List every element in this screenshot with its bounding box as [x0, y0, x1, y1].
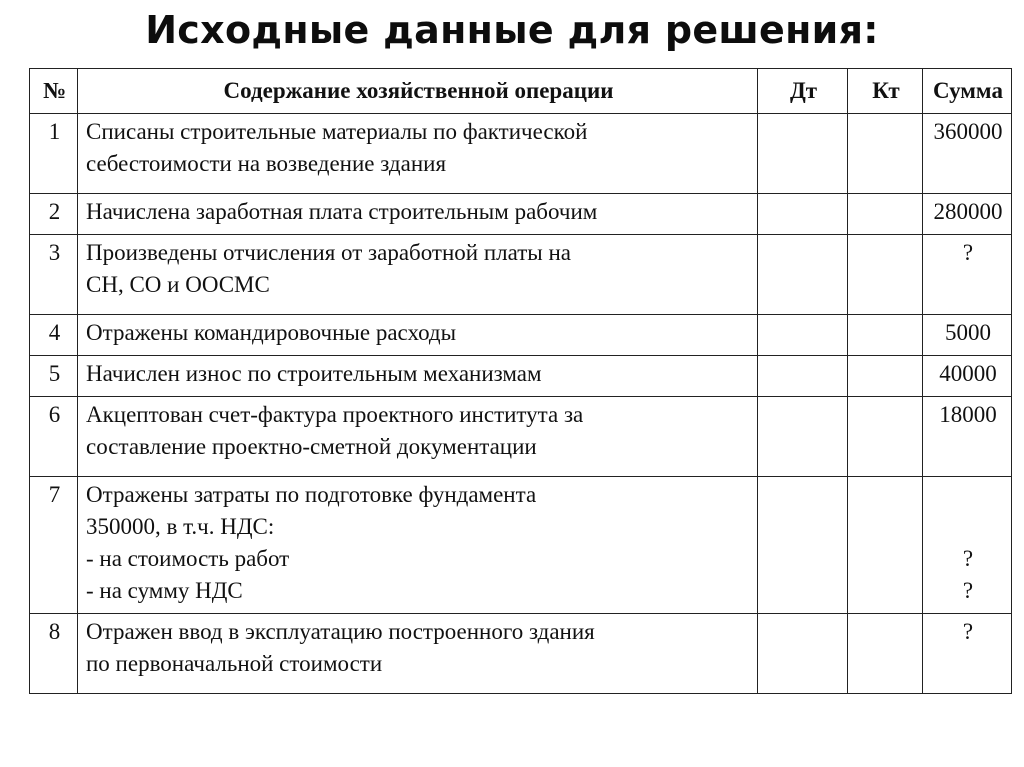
- operation-description: [78, 356, 758, 397]
- table-row: [30, 356, 1012, 397]
- sum-cell: [923, 315, 1012, 356]
- description-line: - на стоимость работ: [86, 546, 290, 571]
- credit-cell: [848, 477, 923, 614]
- row-number: 8: [30, 614, 78, 694]
- description-line: Начислен износ по строительным механизмам: [86, 361, 542, 386]
- sum-value: 360000: [933, 119, 1003, 144]
- debit-cell: [758, 614, 848, 694]
- debit-cell: [758, 397, 848, 477]
- header-dt: Дт: [758, 69, 848, 114]
- operation-description: [78, 315, 758, 356]
- sum-value: 5000: [945, 320, 991, 345]
- description-line: СН, СО и ООСМС: [86, 272, 270, 297]
- credit-cell: [848, 114, 923, 194]
- table-row: [30, 397, 1012, 477]
- sum-cell: [923, 397, 1012, 477]
- description-line: себестоимости на возведение здания: [86, 151, 447, 176]
- sum-value: ?: [962, 240, 974, 265]
- row-number: 1: [30, 114, 78, 194]
- table-row: [30, 114, 1012, 194]
- description-line: Списаны строительные материалы по фактической: [86, 119, 588, 144]
- operation-description: [78, 614, 758, 694]
- sum-cell: [923, 356, 1012, 397]
- description-line: Начислена заработная плата строительным рабочим: [86, 199, 598, 224]
- sum-value: 40000: [939, 361, 997, 386]
- sum-value: ?: [962, 619, 974, 644]
- description-line: Акцептован счет-фактура проектного института за: [86, 402, 584, 427]
- credit-cell: [848, 397, 923, 477]
- row-number: 3: [30, 235, 78, 315]
- operations-table: [29, 68, 1012, 694]
- operation-description: [78, 235, 758, 315]
- sum-value: 18000: [939, 402, 997, 427]
- table-row: [30, 477, 1012, 614]
- credit-cell: [848, 614, 923, 694]
- debit-cell: [758, 315, 848, 356]
- sum-value: ?: [962, 546, 974, 571]
- description-line: Отражен ввод в эксплуатацию построенного здания: [86, 619, 595, 644]
- header-num: №: [30, 69, 78, 114]
- header-kt: Кт: [848, 69, 923, 114]
- operation-description: [78, 114, 758, 194]
- sum-value: 280000: [933, 199, 1003, 224]
- credit-cell: [848, 194, 923, 235]
- header-sum: Сумма: [923, 69, 1012, 114]
- sum-value: [931, 479, 1005, 511]
- description-line: Отражены затраты по подготовке фундамента: [86, 482, 537, 507]
- row-number: 6: [30, 397, 78, 477]
- description-line: Произведены отчисления от заработной платы на: [86, 240, 572, 265]
- operation-description: [78, 477, 758, 614]
- sum-value: ?: [962, 578, 974, 603]
- row-number: 5: [30, 356, 78, 397]
- row-number: 2: [30, 194, 78, 235]
- sum-cell: [923, 477, 1012, 614]
- description-line: составление проектно-сметной документации: [86, 434, 537, 459]
- credit-cell: [848, 315, 923, 356]
- description-line: Отражены командировочные расходы: [86, 320, 457, 345]
- operation-description: [78, 397, 758, 477]
- row-number: 4: [30, 315, 78, 356]
- sum-cell: [923, 235, 1012, 315]
- table-row: [30, 315, 1012, 356]
- description-line: 350000, в т.ч. НДС:: [86, 514, 275, 539]
- description-line: - на сумму НДС: [86, 578, 243, 603]
- debit-cell: [758, 194, 848, 235]
- description-line: по первоначальной стоимости: [86, 651, 383, 676]
- credit-cell: [848, 356, 923, 397]
- debit-cell: [758, 114, 848, 194]
- sum-cell: [923, 194, 1012, 235]
- table-header-row: [30, 69, 1012, 114]
- page-title: Исходные данные для решения:: [145, 8, 879, 52]
- credit-cell: [848, 235, 923, 315]
- sum-cell: [923, 614, 1012, 694]
- debit-cell: [758, 356, 848, 397]
- sum-cell: [923, 114, 1012, 194]
- header-content: Содержание хозяйственной операции: [78, 69, 758, 114]
- table-row: [30, 194, 1012, 235]
- debit-cell: [758, 477, 848, 614]
- operation-description: [78, 194, 758, 235]
- row-number: 7: [30, 477, 78, 614]
- sum-value: [931, 511, 1005, 543]
- table-row: [30, 614, 1012, 694]
- debit-cell: [758, 235, 848, 315]
- table-row: [30, 235, 1012, 315]
